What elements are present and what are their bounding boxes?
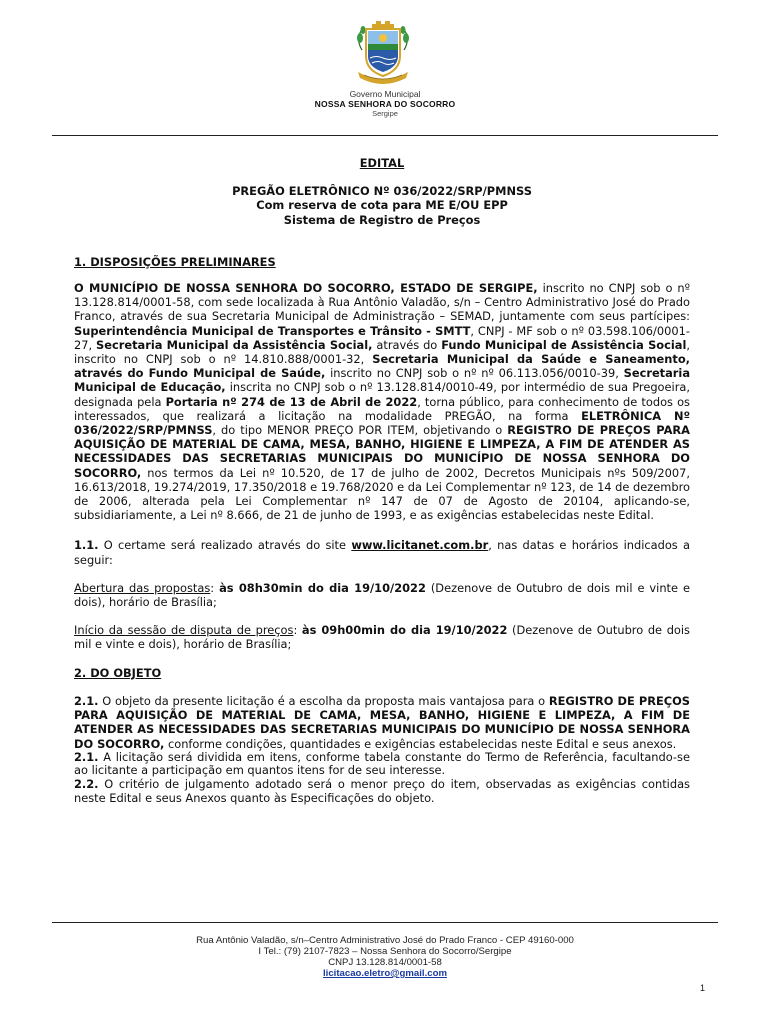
header-divider xyxy=(52,135,718,136)
footer-phone: I Tel.: (79) 2107-7823 – Nossa Senhora do Socorro/Sergipe xyxy=(258,946,512,957)
clause-1-1: 1.1. O certame será realizado através do site www.licitanet.com.br, nas datas e horários indicados a seguir: xyxy=(74,538,691,567)
subtitle-line-1: PREGÃO ELETRÔNICO Nº 036/2022/SRP/PMNSS xyxy=(232,184,532,199)
header-government-label: Governo Municipal xyxy=(349,89,421,99)
page-title: EDITAL xyxy=(359,156,405,170)
footer-cnpj: CNPJ 13.128.814/0001-58 xyxy=(328,957,442,968)
footer-email-link[interactable]: licitacao.eletro@gmail.com xyxy=(323,968,447,979)
clause-2-1: 2.1. O objeto da presente licitação é a escolha da proposta mais vantajosa para o REGISTRO DE PREÇOS PARA AQUISIÇÃO DE MATERIAL DE CAMA, MESA, BANHO, HIGIENE E LIMPEZA, A FIM DE ATENDER AS NECESSIDADES DAS SECRETARIAS MUNICIPAIS DO MUNICÍPIO DE NOSSA SENHORA DO SOCORRO, conforme condições, quantidades e exigências estabelecidas neste Edital e seus anexos. xyxy=(74,693,690,751)
document-body xyxy=(74,156,690,805)
subtitle-line-3: Sistema de Registro de Preços xyxy=(283,212,481,227)
licitanet-link[interactable]: www.licitanet.com.br xyxy=(351,538,489,553)
page-number: 1 xyxy=(700,983,706,993)
municipal-coat-of-arms-icon xyxy=(354,20,412,86)
section-1-paragraph: O MUNICÍPIO DE NOSSA SENHORA DO SOCORRO, ESTADO DE SERGIPE, inscrito no CNPJ sob o nº 13.128.814/0001-58, com sede localizada à Rua Antônio Valadão, s/n – Centro Administrativo José do Prado Franco, através de sua Secretaria Municipal de Administração – SEMAD, juntamente com seus partícipes: Superintendência Municipal de Transportes e Trânsito - SMTT, CNPJ - MF sob o nº 03.598.106/0001-27, Secretaria Municipal da Assistência Social, através do Fundo Municipal de Assistência Social, inscrito no CNPJ sob o nº 14.810.888/0001-32, Secretaria Municipal da Saúde e Saneamento, através do Fundo Municipal de Saúde, inscrito no CNPJ sob o nº nº 06.113.056/0010-39, Secretaria Municipal de Educação, inscrita no CNPJ sob o nº 13.128.814/0010-49, por intermédio de sua Pregoeira, designada pela Portaria nº 274 de 13 de Abril de 2022, torna público, para conhecimento de todos os interessados, que realizará a licitação na modalidade PREGÃO, na forma ELETRÔNICA Nº 036/2022/SRP/PMNSS, do tipo MENOR PREÇO POR ITEM, objetivando o REGISTRO DE PREÇOS PARA AQUISIÇÃO DE MATERIAL DE CAMA, MESA, BANHO, HIGIENE E LIMPEZA, A FIM DE ATENDER AS NECESSIDADES DAS SECRETARIAS MUNICIPAIS DO MUNICÍPIO DE NOSSA SENHORA DO SOCORRO, nos termos da Lei nº 10.520, de 17 de julho de 2002, Decretos Municipais nºs 509/2007, 16.613/2018, 19.274/2019, 17.350/2018 e 19.768/2020 e da Lei Complementar nº 123, de 14 de dezembro de 2006, alterada pela Lei Complementar nº 147 de 07 de Agosto de 20104, aplicando-se, subsidiariamente, a Lei nº 8.666, de 21 de junho de 1993, e as exigências estabelecidas neste Edital. xyxy=(74,281,691,523)
clause-2-2: 2.2. O critério de julgamento adotado será o menor preço do item, observadas as exigências contidas neste Edital e seus Anexos quanto às Especificações do objeto. xyxy=(74,776,690,805)
footer-divider xyxy=(52,922,718,923)
proposal-opening-paragraph: Abertura das propostas: às 08h30min do dia 19/10/2022 (Dezenove de Outubro de dois mil e vinte e dois), horário de Brasília; xyxy=(74,580,690,610)
clause-2-1-b: 2.1. A licitação será dividida em itens, conforme tabela constante do Termo de Referência, facultando-se ao licitante a participação em quantos itens for de seu interesse. xyxy=(74,749,690,777)
header-state-name: Sergipe xyxy=(372,109,398,118)
dispute-session-paragraph: Início da sessão de disputa de preços: às 09h00min do dia 19/10/2022 (Dezenove de Outubro de dois mil e vinte e dois), horário de Brasília; xyxy=(74,623,690,652)
subtitle-line-2: Com reserva de cota para ME E/OU EPP xyxy=(256,198,508,213)
section-1-heading: 1. DISPOSIÇÕES PRELIMINARES xyxy=(74,254,276,269)
footer-email-row xyxy=(0,968,770,979)
header-municipality-name: NOSSA SENHORA DO SOCORRO xyxy=(314,99,456,109)
footer-address: Rua Antônio Valadão, s/n–Centro Administrativo José do Prado Franco - CEP 49160-000 xyxy=(196,935,574,946)
section-2-heading: 2. DO OBJETO xyxy=(74,665,162,680)
